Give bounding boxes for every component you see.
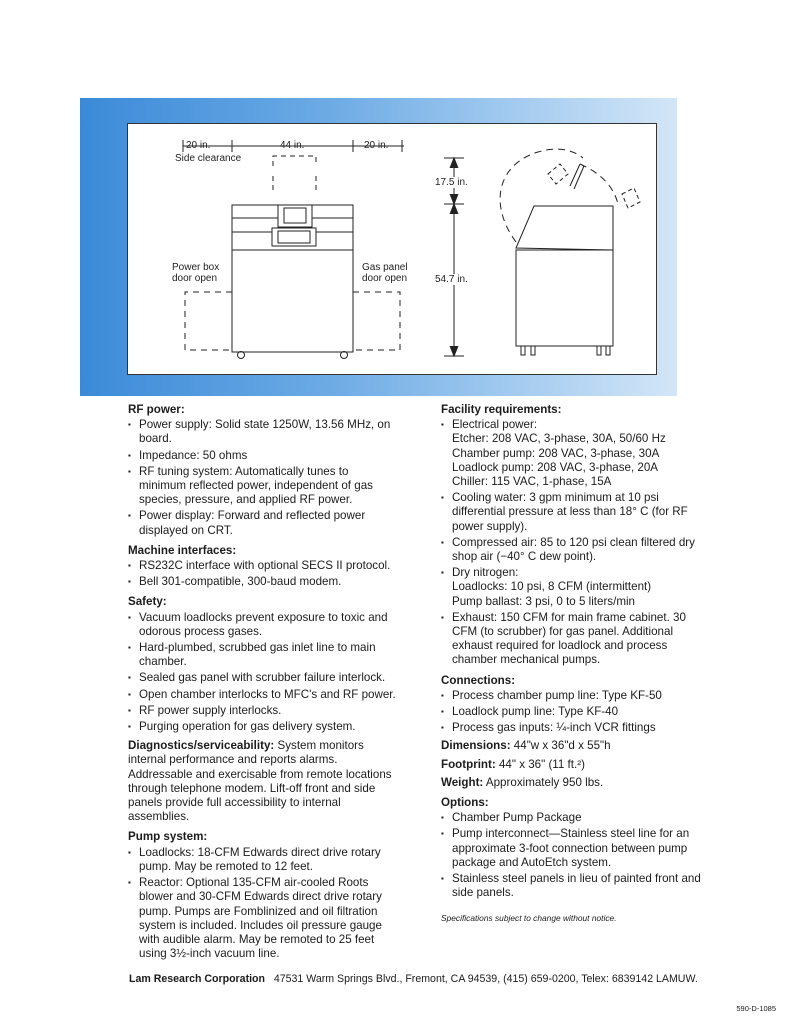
list-item: ▪ Process chamber pump line: Type KF-50 [441,689,711,703]
list-item: ▪ Power supply: Solid state 1250W, 13.56 MHz, on board. [128,418,396,446]
list-item: ▪ RF tuning system: Automatically tunes to minimum reflected power, independent of gas species, pressure, and applied RF power. [128,465,396,508]
list-item: ▪ Stainless steel panels in lieu of painted front and side panels. [441,872,711,900]
dim-center-label: 44 in. [280,140,305,151]
facility-list [441,418,711,667]
list-item: ▪ Exhaust: 150 CFM for main frame cabinet. 30 CFM (to scrubber) for gas panel. Additional exhaust required for loadlock and process chamber mechanical pumps. [441,611,711,668]
safety-heading: Safety: [128,595,167,609]
list-item: ▪ Compressed air: 85 to 120 psi clean filtered dry shop air (−40° C dew point). [441,536,711,564]
nitrogen-line: Pump ballast: 3 psi, 0 to 5 liters/min [452,594,636,608]
company-address: 47531 Warm Springs Blvd., Fremont, CA 94539, (415) 659-0200, Telex: 6839142 LAMUW. [273,973,698,985]
rf-power-heading: RF power: [128,403,185,416]
list-item: ▪ Cooling water: 3 gpm minimum at 10 psi differential pressure at less than 18° C (for RF power supply). [441,491,711,534]
list-item: ▪ Chamber Pump Package [441,811,711,825]
list-item: ▪ Sealed gas panel with scrubber failure interlock. [128,671,396,685]
left-column [128,403,396,963]
facility-heading: Facility requirements: [441,403,562,416]
list-item: ▪ Purging operation for gas delivery system. [128,720,396,734]
height-top-label: 17.5 in. [435,177,468,188]
specifications-note: Specifications subject to change without notice. [441,912,617,923]
gas-panel-label-line1: Gas panel [362,262,408,273]
rf-power-list [128,418,396,538]
list-item: ▪ Power display: Forward and reflected power displayed on CRT. [128,509,396,537]
list-item: ▪ RF power supply interlocks. [128,704,396,718]
document-code: 590-D-1085 [736,1004,776,1013]
diagnostics-text: System monitors internal performance and reports alarms. Addressable and exercisable from remote locations through telephone modem. Lift-off front and side panels provide full accessibility to internal assemblies. [128,739,392,824]
options-list [441,811,711,900]
power-box-label-line2: door open [172,273,218,284]
footprint-line [441,758,711,772]
dim-right-label: 20 in. [364,140,389,151]
dimensions-value: 44"w x 36"d x 55"h [510,739,611,753]
list-item: ▪ Hard-plumbed, scrubbed gas inlet line to main chamber. [128,641,396,669]
weight-value: Approximately 950 lbs. [483,775,604,789]
nitrogen-line: Loadlocks: 10 psi, 8 CFM (intermittent) [452,580,652,594]
side-clearance-label: Side clearance [175,153,242,164]
dimensions-line [441,739,711,753]
safety-list [128,611,396,735]
pump-system-heading: Pump system: [128,830,208,844]
dim-left-label: 20 in. [186,140,211,151]
electrical-line: Chiller: 115 VAC, 1-phase, 15A [452,475,612,489]
list-item: ▪ RS232C interface with optional SECS II protocol. [128,559,396,573]
company-name: Lam Research Corporation [129,973,265,985]
power-box-label-line1: Power box [172,262,220,273]
list-item: ▪ Impedance: 50 ohms [128,449,396,463]
list-item: ▪ Loadlock pump line: Type KF-40 [441,705,711,719]
machine-interfaces-list [128,559,396,589]
electrical-line: Chamber pump: 208 VAC, 3-phase, 30A [452,446,660,460]
connections-heading: Connections: [441,673,516,687]
list-item: ▪ Loadlocks: 18-CFM Edwards direct drive rotary pump. May be remoted to 12 feet. [128,846,396,874]
right-column [441,403,711,925]
floor-plan-diagram [127,123,657,375]
footprint-label: Footprint: [441,757,496,771]
diagnostics-label: Diagnostics/serviceability: [128,739,275,753]
dimensions-label: Dimensions: [441,739,511,753]
connections-list [441,689,711,736]
list-item: ▪ Open chamber interlocks to MFC's and RF power. [128,688,396,702]
diagnostics-paragraph [128,739,396,824]
height-main-label: 54.7 in. [435,274,468,285]
list-item: ▪ Process gas inputs: ¼-inch VCR fittings [441,721,711,735]
footprint-value: 44" x 36" (11 ft.²) [495,757,585,771]
gas-panel-label-line2: door open [362,273,408,284]
options-heading: Options: [441,796,489,810]
machine-interfaces-heading: Machine interfaces: [128,543,237,557]
dry-nitrogen-label: Dry nitrogen: [452,566,519,580]
list-item [441,566,711,609]
pump-system-list [128,846,396,962]
list-item: ▪ Reactor: Optional 135-CFM air-cooled Roots blower and 30-CFM Edwards direct drive rotary pump. Pumps are Fomblinized and oil filtration system is included. Includes oil pressure gauge with audible alarm. May be remoted to 25 feet using 3½-inch vacuum line. [128,876,396,961]
electrical-line: Etcher: 208 VAC, 3-phase, 30A, 50/60 Hz [452,432,666,446]
list-item: ▪ Vacuum loadlocks prevent exposure to toxic and odorous process gases. [128,611,396,639]
electrical-line: Loadlock pump: 208 VAC, 3-phase, 20A [452,460,659,474]
list-item: ▪ Bell 301-compatible, 300-baud modem. [128,575,396,589]
weight-line [441,776,711,790]
footer [129,973,698,985]
list-item [441,418,711,489]
weight-label: Weight: [441,775,484,789]
electrical-power-label: Electrical power: [452,418,538,432]
list-item: ▪ Pump interconnect—Stainless steel line for an approximate 3-foot connection between pump package and AutoEtch system. [441,827,711,870]
